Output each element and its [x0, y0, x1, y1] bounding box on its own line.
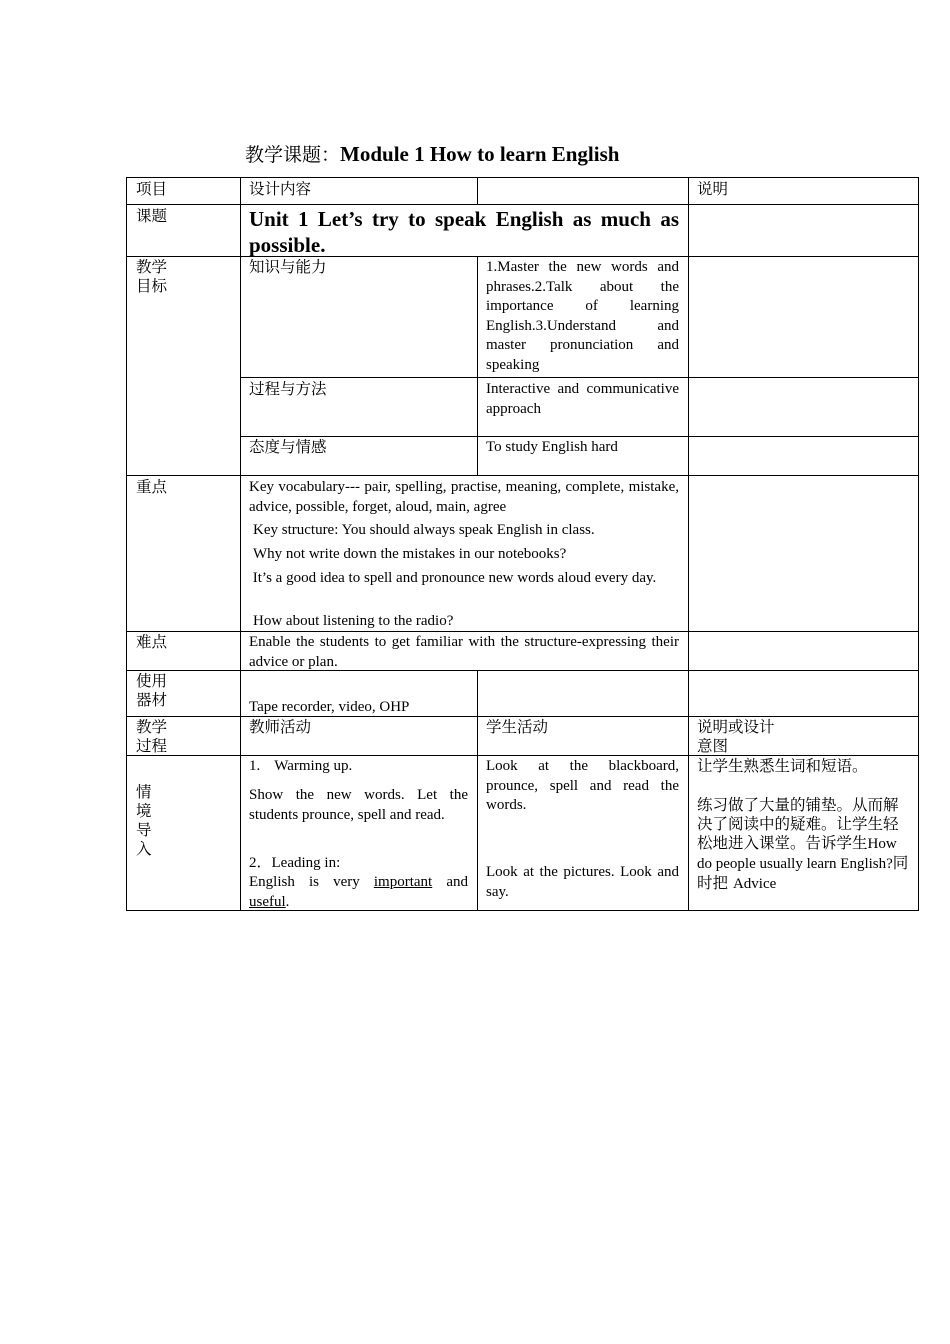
design-note-2-en: How do people usually learn English? [697, 836, 897, 872]
design-note-1: 让学生熟悉生词和短语。 [697, 757, 868, 775]
teacher-activity-header: 教师活动 [249, 718, 312, 736]
row-divider [127, 475, 919, 476]
materials-content: Tape recorder, video, OHP [249, 699, 410, 715]
attitude-content: To study English hard [486, 439, 618, 455]
header-item-label: 项目 [136, 180, 168, 198]
key-points-label: 重点 [136, 478, 168, 496]
header-note-label: 说明 [697, 180, 729, 198]
key-structure-4: How about listening to the radio? [253, 613, 454, 629]
step2-important: important [373, 874, 433, 890]
intro-label [136, 783, 152, 859]
key-vocabulary: Key vocabulary--- pair, spelling, practise, meaning, complete, mistake, advice, possible, forget, aloud, main, agree [249, 479, 679, 515]
intro-label-char: 情 [136, 783, 152, 801]
step1-number: 1. [249, 758, 261, 774]
intro-label-char: 境 [136, 802, 152, 820]
design-note-2-cn: 练习做了大量的铺垫。从而解决了阅读中的疑难。让学生轻松地进入课堂。告诉学生 [697, 796, 899, 852]
key-structure-3 [249, 569, 679, 589]
row-divider [127, 716, 919, 717]
materials-label-line2: 器材 [136, 691, 168, 709]
process-header-label-line1: 教学 [136, 718, 168, 736]
design-note-2-en2: Advice [732, 876, 777, 892]
header-design-label: 设计内容 [249, 180, 312, 198]
step1-text: Show the new words. Let the students prounce, spell and read. [249, 787, 468, 823]
step2-useful: useful [249, 893, 286, 910]
design-note-header [697, 718, 775, 756]
process-header-label [136, 718, 167, 756]
column-divider [477, 256, 478, 475]
row-divider [127, 631, 919, 632]
intro-label-char: 入 [136, 840, 152, 858]
row-divider [127, 755, 919, 756]
design-note-header-line1: 说明或设计 [697, 718, 775, 736]
lesson-label: 课题 [136, 207, 168, 225]
title-module: Module 1 How to learn English [340, 142, 620, 166]
materials-label-line1: 使用 [136, 672, 168, 690]
step2-text-a: English is very [249, 874, 360, 890]
step2-line2 [249, 893, 468, 913]
student-activity-1: Look at the blackboard, prounce, spell and read the words. [486, 758, 679, 813]
column-divider [240, 178, 241, 910]
column-divider [688, 178, 689, 910]
process-content: Interactive and communicative approach [486, 381, 679, 417]
column-divider [477, 670, 478, 910]
step2-text [249, 873, 468, 912]
row-divider [240, 377, 919, 378]
key-structure-2: Why not write down the mistakes in our notebooks? [253, 546, 567, 562]
objectives-label-line2: 目标 [136, 277, 168, 295]
step2-and: and [446, 874, 468, 890]
attitude-label: 态度与情感 [249, 438, 327, 456]
difficulties-label: 难点 [136, 633, 168, 651]
page-title [245, 140, 619, 167]
column-divider [477, 178, 478, 204]
step1-heading [249, 757, 352, 777]
design-note-2-cn2: 同时把 [697, 854, 909, 892]
student-activity-2: Look at the pictures. Look and say. [486, 864, 679, 900]
materials-label [136, 672, 167, 710]
difficulties-content: Enable the students to get familiar with the structure-expressing their advice or plan. [249, 634, 679, 670]
unit-title: Unit 1 Let’s try to speak English as much as possible. [249, 207, 679, 257]
key-structure-3-text: It’s a good idea to spell and pronounce new words aloud every day. [252, 570, 657, 586]
row-divider [240, 436, 919, 437]
step1-title: Warming up. [274, 758, 353, 774]
process-label: 过程与方法 [249, 380, 327, 398]
intro-label-char: 导 [136, 821, 152, 839]
row-divider [127, 204, 919, 205]
step2-title: 2．Leading in: [249, 855, 341, 871]
title-prefix: 教学课题： [245, 144, 341, 166]
step2-period: . [285, 893, 290, 910]
design-note-2 [697, 796, 912, 894]
objectives-label [136, 258, 167, 296]
knowledge-label: 知识与能力 [249, 258, 327, 276]
objectives-label-line1: 教学 [136, 258, 168, 276]
process-header-label-line2: 过程 [136, 737, 168, 755]
step2-line1 [249, 873, 468, 893]
knowledge-content: 1.Master the new words and phrases.2.Talk about the importance of learning English.3.Understand and master pronunciation and speaking [486, 259, 679, 373]
key-structure-1: Key structure: You should always speak English in class. [253, 522, 595, 538]
design-note-header-line2: 意图 [697, 737, 729, 755]
student-activity-header: 学生活动 [486, 718, 549, 736]
